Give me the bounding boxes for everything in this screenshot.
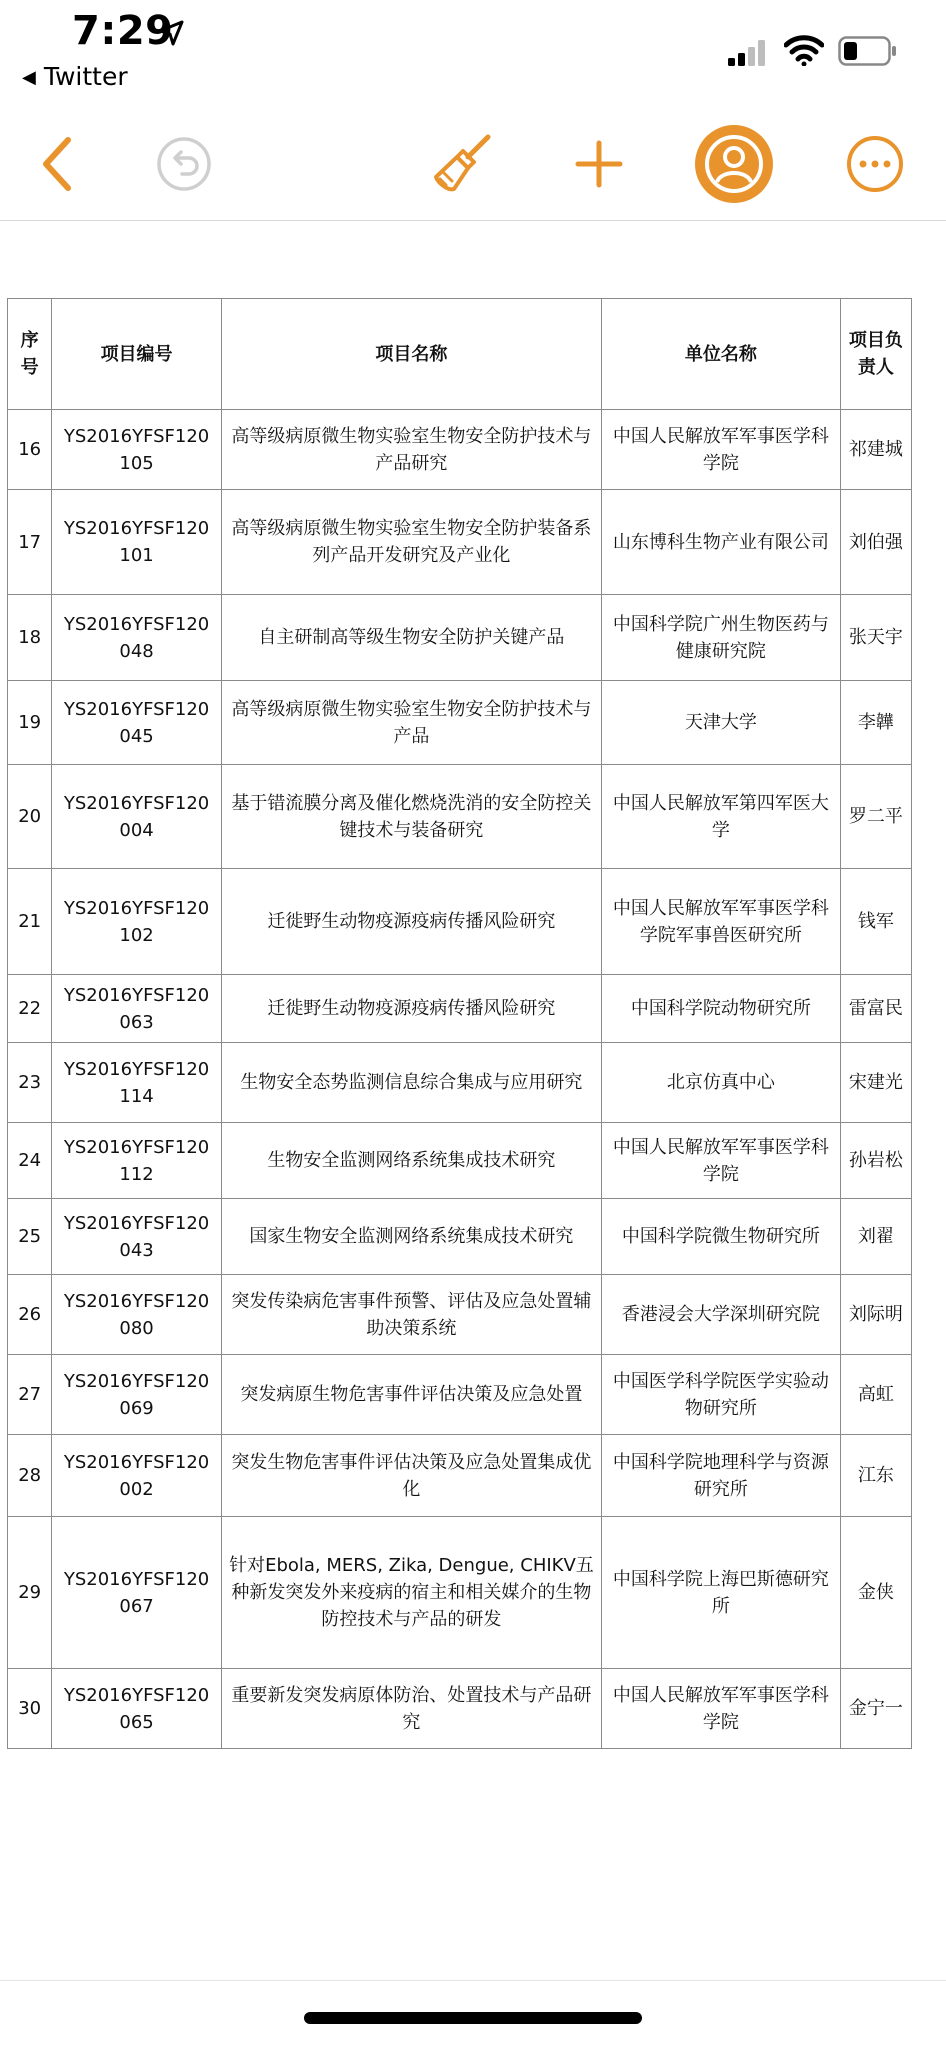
- cell-code: YS2016YFSF120112: [52, 1123, 222, 1199]
- cell-name: 针对Ebola, MERS, Zika, Dengue, CHIKV五种新发突发外来疫病的宿主和相关媒介的生物防控技术与产品的研发: [221, 1517, 601, 1669]
- undo-button[interactable]: [150, 108, 218, 220]
- cell-lead: 雷富民: [840, 975, 911, 1043]
- cell-name: 突发传染病危害事件预警、评估及应急处置辅助决策系统: [221, 1275, 601, 1355]
- table-row: [8, 1435, 912, 1517]
- cell-lead: 祁建城: [840, 410, 911, 490]
- account-button[interactable]: [692, 108, 776, 220]
- cell-index: 18: [8, 595, 52, 681]
- table-row: [8, 765, 912, 869]
- cell-org: 山东博科生物产业有限公司: [602, 490, 841, 595]
- cell-lead: 刘际明: [840, 1275, 911, 1355]
- format-button[interactable]: [426, 108, 496, 220]
- cell-lead: 罗二平: [840, 765, 911, 869]
- cell-code: YS2016YFSF120069: [52, 1355, 222, 1435]
- table-row: [8, 1517, 912, 1669]
- header-code: 项目编号: [52, 299, 222, 410]
- undo-icon: [156, 136, 212, 192]
- back-chevron-icon: [38, 136, 78, 192]
- cell-index: 22: [8, 975, 52, 1043]
- header-org: 单位名称: [602, 299, 841, 410]
- cell-lead: 刘伯强: [840, 490, 911, 595]
- cell-name: 基于错流膜分离及催化燃烧洗消的安全防控关键技术与装备研究: [221, 765, 601, 869]
- cell-index: 19: [8, 681, 52, 765]
- cell-code: YS2016YFSF120043: [52, 1199, 222, 1275]
- cell-lead: 刘翟: [840, 1199, 911, 1275]
- cell-lead: 李韡: [840, 681, 911, 765]
- signal-icon: [728, 40, 768, 66]
- back-button[interactable]: [26, 108, 90, 220]
- cell-name: 生物安全态势监测信息综合集成与应用研究: [221, 1043, 601, 1123]
- cell-index: 20: [8, 765, 52, 869]
- cell-org: 中国人民解放军军事医学科学院: [602, 410, 841, 490]
- cell-org: 中国科学院微生物研究所: [602, 1199, 841, 1275]
- cell-code: YS2016YFSF120102: [52, 869, 222, 975]
- table-row: [8, 975, 912, 1043]
- cell-lead: 张天宇: [840, 595, 911, 681]
- cell-index: 24: [8, 1123, 52, 1199]
- cell-name: 突发病原生物危害事件评估决策及应急处置: [221, 1355, 601, 1435]
- cell-name: 高等级病原微生物实验室生物安全防护技术与产品研究: [221, 410, 601, 490]
- table-row: [8, 490, 912, 595]
- cell-name: 自主研制高等级生物安全防护关键产品: [221, 595, 601, 681]
- cell-code: YS2016YFSF120002: [52, 1435, 222, 1517]
- header-lead: 项目负责人: [840, 299, 911, 410]
- cell-org: 北京仿真中心: [602, 1043, 841, 1123]
- cell-code: YS2016YFSF120067: [52, 1517, 222, 1669]
- table-row: [8, 1275, 912, 1355]
- home-indicator[interactable]: [304, 2012, 642, 2024]
- table-row: [8, 595, 912, 681]
- cell-code: YS2016YFSF120004: [52, 765, 222, 869]
- cell-index: 29: [8, 1517, 52, 1669]
- table-row: [8, 1355, 912, 1435]
- header-index: 序号: [8, 299, 52, 410]
- cell-org: 中国科学院广州生物医药与健康研究院: [602, 595, 841, 681]
- app-toolbar: [0, 108, 946, 221]
- cell-lead: 宋建光: [840, 1043, 911, 1123]
- cell-name: 突发生物危害事件评估决策及应急处置集成优化: [221, 1435, 601, 1517]
- cell-lead: 江东: [840, 1435, 911, 1517]
- cell-index: 16: [8, 410, 52, 490]
- cell-code: YS2016YFSF120063: [52, 975, 222, 1043]
- cell-index: 23: [8, 1043, 52, 1123]
- table-row: [8, 1043, 912, 1123]
- table-row: [8, 869, 912, 975]
- table-row: [8, 1123, 912, 1199]
- cell-name: 迁徙野生动物疫源疫病传播风险研究: [221, 869, 601, 975]
- cell-name: 重要新发突发病原体防治、处置技术与产品研究: [221, 1669, 601, 1749]
- add-button[interactable]: [568, 108, 630, 220]
- cell-code: YS2016YFSF120048: [52, 595, 222, 681]
- back-to-app-link[interactable]: [22, 62, 128, 91]
- cell-code: YS2016YFSF120045: [52, 681, 222, 765]
- status-time: 7:29: [72, 8, 174, 54]
- wifi-icon: [784, 34, 824, 66]
- table-row: [8, 410, 912, 490]
- location-arrow-icon: [158, 20, 184, 46]
- account-icon: [694, 124, 774, 204]
- cell-name: 国家生物安全监测网络系统集成技术研究: [221, 1199, 601, 1275]
- back-triangle-icon: ◀: [22, 67, 36, 88]
- cell-lead: 钱军: [840, 869, 911, 975]
- cell-index: 25: [8, 1199, 52, 1275]
- cell-lead: 孙岩松: [840, 1123, 911, 1199]
- cell-index: 30: [8, 1669, 52, 1749]
- cell-index: 21: [8, 869, 52, 975]
- cell-org: 中国科学院动物研究所: [602, 975, 841, 1043]
- project-table: [7, 298, 912, 1749]
- cell-lead: 金宁一: [840, 1669, 911, 1749]
- cell-org: 中国科学院地理科学与资源研究所: [602, 1435, 841, 1517]
- cell-code: YS2016YFSF120101: [52, 490, 222, 595]
- cell-index: 26: [8, 1275, 52, 1355]
- cell-index: 17: [8, 490, 52, 595]
- status-bar: [0, 0, 946, 108]
- back-app-label: Twitter: [43, 62, 128, 91]
- battery-icon: [838, 36, 898, 66]
- table-row: [8, 1669, 912, 1749]
- cell-org: 天津大学: [602, 681, 841, 765]
- cell-name: 高等级病原微生物实验室生物安全防护技术与产品: [221, 681, 601, 765]
- bottom-divider: [0, 1980, 946, 1981]
- cell-org: 中国科学院上海巴斯德研究所: [602, 1517, 841, 1669]
- header-name: 项目名称: [221, 299, 601, 410]
- cell-org: 中国人民解放军军事医学科学院: [602, 1669, 841, 1749]
- cell-index: 28: [8, 1435, 52, 1517]
- plus-icon: [575, 140, 623, 188]
- cell-code: YS2016YFSF120114: [52, 1043, 222, 1123]
- table-row: [8, 1199, 912, 1275]
- cell-index: 27: [8, 1355, 52, 1435]
- cell-name: 高等级病原微生物实验室生物安全防护装备系列产品开发研究及产业化: [221, 490, 601, 595]
- table-header-row: [8, 299, 912, 410]
- cell-org: 中国人民解放军第四军医大学: [602, 765, 841, 869]
- more-button[interactable]: [842, 108, 908, 220]
- cell-code: YS2016YFSF120080: [52, 1275, 222, 1355]
- table-row: [8, 681, 912, 765]
- paintbrush-icon: [430, 133, 492, 195]
- cell-name: 生物安全监测网络系统集成技术研究: [221, 1123, 601, 1199]
- document-view: [0, 222, 946, 1982]
- cell-org: 香港浸会大学深圳研究院: [602, 1275, 841, 1355]
- cell-lead: 高虹: [840, 1355, 911, 1435]
- cell-code: YS2016YFSF120105: [52, 410, 222, 490]
- cell-org: 中国医学科学院医学实验动物研究所: [602, 1355, 841, 1435]
- cell-org: 中国人民解放军军事医学科学院军事兽医研究所: [602, 869, 841, 975]
- more-icon: [846, 135, 904, 193]
- cell-code: YS2016YFSF120065: [52, 1669, 222, 1749]
- cell-name: 迁徙野生动物疫源疫病传播风险研究: [221, 975, 601, 1043]
- cell-org: 中国人民解放军军事医学科学院: [602, 1123, 841, 1199]
- cell-lead: 金侠: [840, 1517, 911, 1669]
